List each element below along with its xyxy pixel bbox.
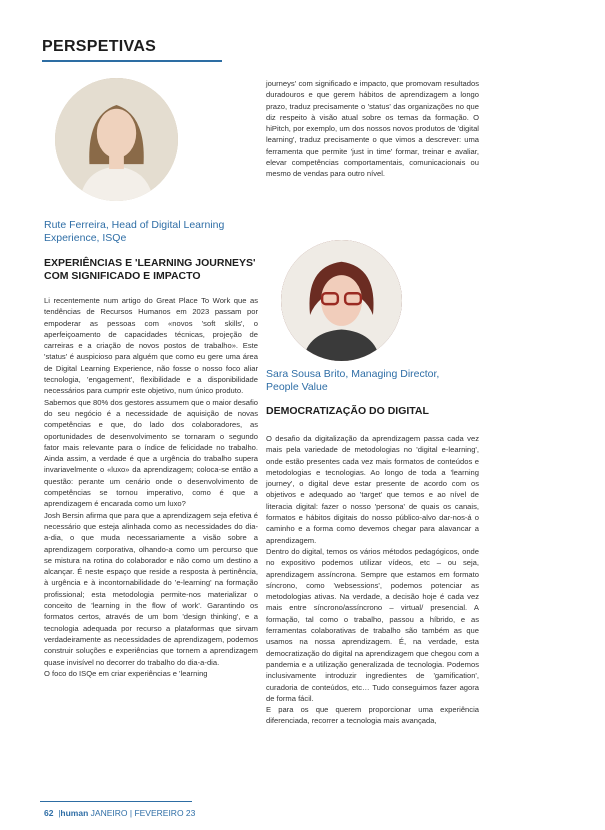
- footer-rule: [40, 801, 192, 802]
- profile-2-company: People Value: [266, 380, 328, 393]
- article-2-body: [266, 433, 479, 727]
- article-1-paragraph: O foco do ISQe em criar experiências e 'learning: [44, 668, 208, 678]
- article-1-paragraph: Josh Bersin afirma que para que a aprendizagem seja efetiva é necessário que esteja alinhada como as necessidades do dia-a-dia, o que muda necessariamente a visão sobre a aprendizagem corporativa, olhando-a como um percurso que se mistura na rotina do colaborador e não como um destino a alcançar. É neste espaço que reside a resposta à pertinência, à urgência e à incontornabilidade do 'e-learning' na formação profissional; esta metodologia permite-nos materializar o conceito de 'learning in the flow of work'. Garantindo os formatos certos, através de um bom 'design thinking', e a tecnologia adequada por recurso a plataformas que sirvam verdadeiramente as necessidades de aprendizagem, podemos construir soluções e experiências que tornem a aprendizagem quase invisível no decorrer do trabalho do dia-a-dia.: [44, 510, 258, 667]
- article-1-heading-line1: EXPERIÊNCIAS E 'LEARNING JOURNEYS': [44, 257, 256, 269]
- page-number: 62: [44, 808, 54, 818]
- article-2-paragraph: E para os que querem proporcionar uma experiência diferenciada, recorrer a tecnologia mais avançada,: [266, 705, 479, 726]
- profile-1-company: Experience, ISQe: [44, 231, 127, 244]
- article-2-heading: DEMOCRATIZAÇÃO DO DIGITAL: [266, 405, 429, 417]
- profile-2-name-role: Sara Sousa Brito, Managing Director,: [266, 368, 440, 380]
- article-1-heading: [44, 257, 259, 282]
- section-title-underline: [42, 60, 222, 62]
- profile-1-caption: [44, 219, 244, 244]
- article-1-body: [44, 295, 258, 679]
- article-1-continuation-paragraph: journeys' com significado e impacto, que promovam resultados duradouros e que gerem hábitos de aprendizagem a longo prazo, traduz precisamente o 'status' das organizações no que diz respeito à visão atual sobre os temas da formação. O hiPitch, por exemplo, um dos nossos novos produtos de 'digital learning', traduz precisamente o que vimos a descrever: uma ferramenta que permite 'just in time' formar, treinar e avaliar, elevar competências comportamentais, comunicacionais ou mesmo de vendas para outro nível.: [266, 79, 479, 179]
- footer: [44, 808, 195, 818]
- issue-date: JANEIRO | FEVEREIRO 23: [90, 808, 196, 818]
- portrait-rute-ferreira: [55, 78, 178, 201]
- section-title: PERSPETIVAS: [42, 38, 157, 55]
- article-1-paragraph: Li recentemente num artigo do Great Place To Work que as tendências de Recursos Humanos em 2023 passam por empoderar as pessoas com «novos 'soft skills', o aperfeiçoamento de capacidades técnicas, projeção de carreiras e a criação de novos postos de trabalho». Este 'status' é auspicioso para alguém que como eu gere uma área de Digital Learning Experience, não fosse o nosso foco aliar tecnologia, 'engagement', flexibilidade e a disponibilidade necessários para cumprir este objetivo, num único produto.: [44, 296, 258, 396]
- article-1-heading-line2: COM SIGNIFICADO E IMPACTO: [44, 269, 201, 282]
- article-1-paragraph: Sabemos que 80% dos gestores assumem que o maior desafio do seu negócio é a necessidade de aquisição de novas competências e que, do lado dos colaboradores, as oportunidades de desenvolvimento se tornaram o segundo fator mais relevante para o índice de felicidade no trabalho. Ainda assim, a verdade é que a urgência do trabalho supera invariavelmente o «luxo» da aprendizagem; coloca-se então a questão: perante um cenário onde o desenvolvimento de competências se tornou imperativo, como é que a aprendizagem é encarada como um luxo?: [44, 397, 258, 509]
- profile-1-name-role: Rute Ferreira, Head of Digital Learning: [44, 219, 225, 231]
- portrait-sara-sousa-brito: [281, 240, 402, 361]
- magazine-brand: human: [60, 808, 89, 818]
- article-1-continuation: [266, 78, 479, 180]
- profile-2-caption: [266, 368, 476, 393]
- article-2-paragraph: O desafio da digitalização da aprendizagem passa cada vez mais pela variedade de metodologias no 'digital e-learning', onde estão presentes cada vez mais formatos de conteúdos e metodologias e tecnologias. Ao longo de toda a 'learning journey', o digital deve estar presente de acordo com os objetivos e adequado ao 'target' que temos e ao nível de literacia digital: fazer o nosso 'persona' de quais os canais, formatos e hábitos digitais do nosso público-alvo dar-nos-á o caminho e a forma como devemos chegar para alavancar a aprendizagem.: [266, 434, 479, 545]
- footer-separator: |: [55, 808, 61, 818]
- article-2-paragraph: Dentro do digital, temos os vários métodos pedagógicos, onde no expositivo podemos utilizar vídeos, etc – ou seja, aprendizagem assíncrona. Sempre que estamos em formato síncrono, como 'websessions', podemos potenciar as metodologias ativas. Na verdade, a decisão hoje é cada vez mais entre síncrono/assíncrono – virtual/ presencial. A formação, tal como o trabalho, passou a híbrido, e as ferramentas colaborativas de trabalho são também as que usamos na nossa aprendizagem. É, na verdade, esta democratização do digital na aprendizagem que chegou com a pandemia e a utilização generalizada de tecnologia. Podemos inclusivamente introduzir ingredientes de 'gamification', curadoria de conteúdos, etc… Tudo conseguimos fazer agora de forma fácil.: [266, 546, 479, 703]
